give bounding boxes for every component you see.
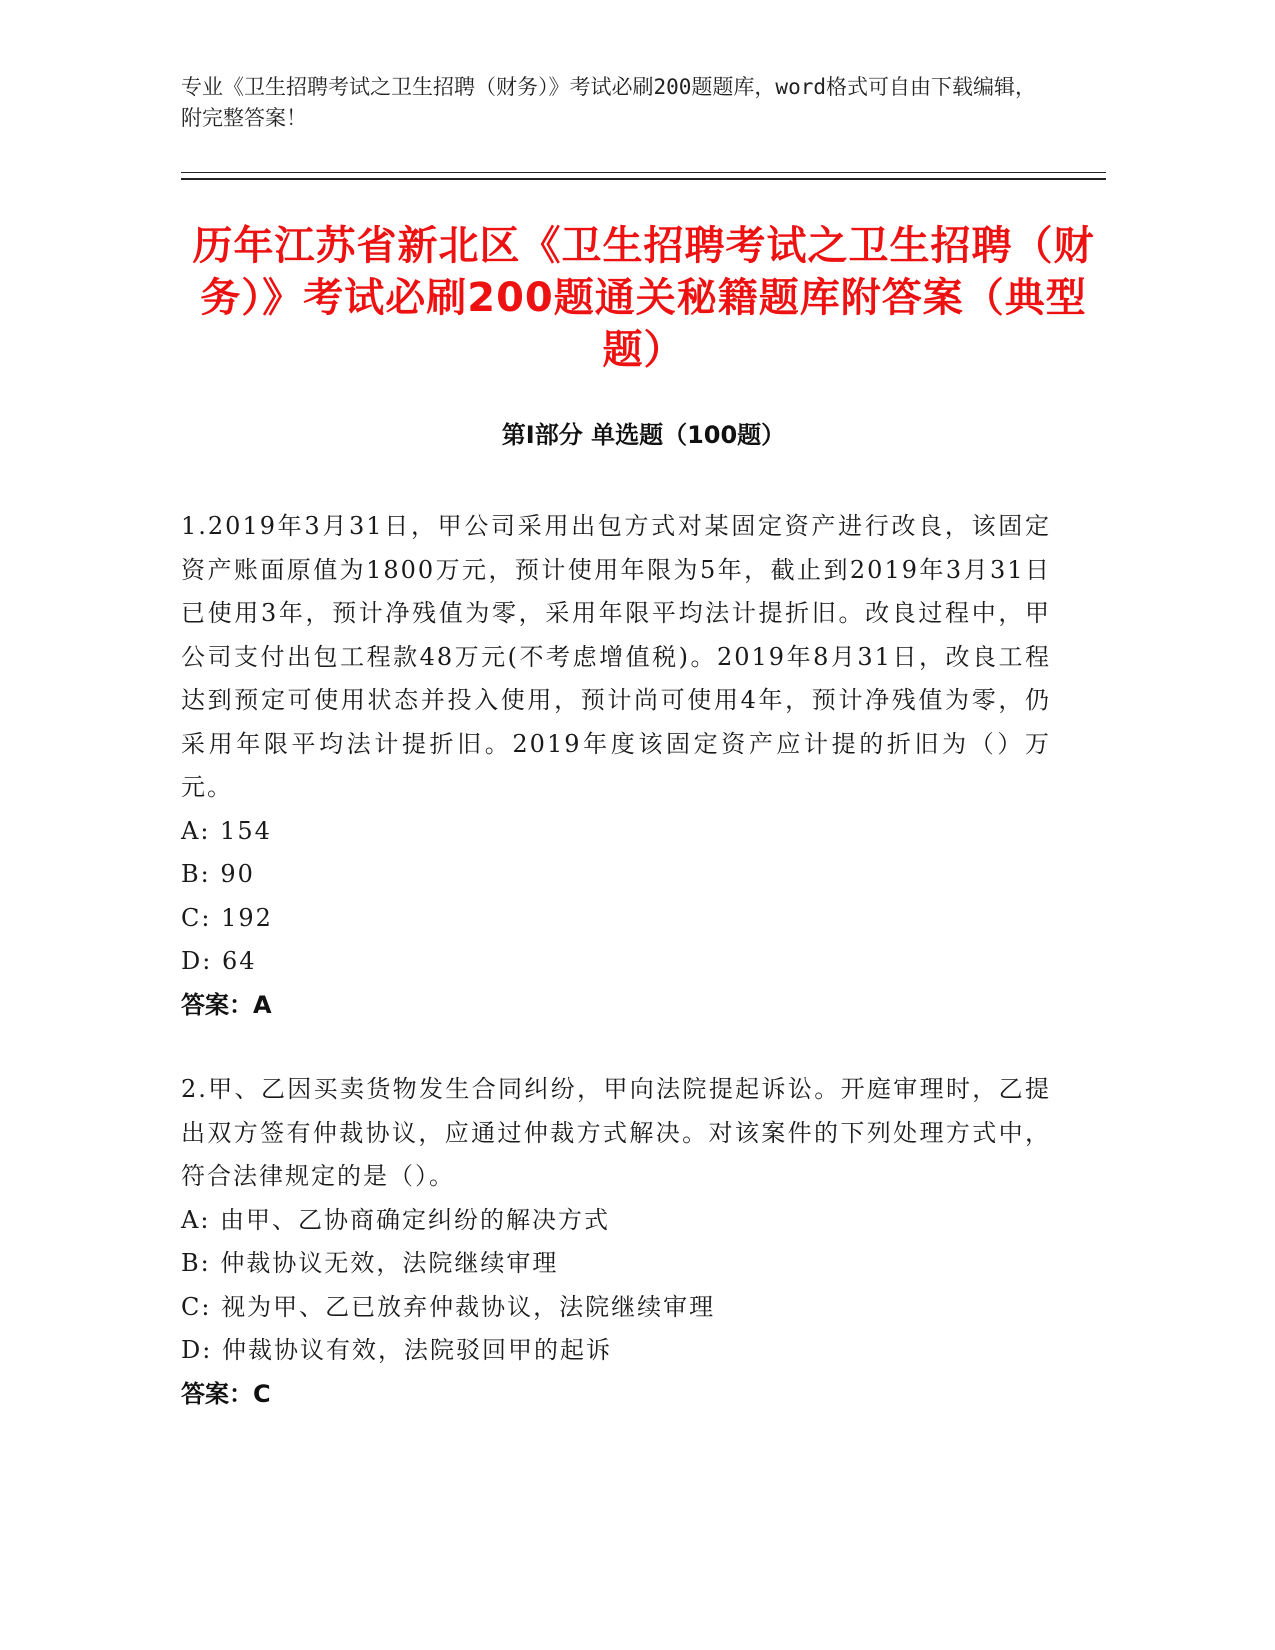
option-a: A: 154 xyxy=(181,816,272,845)
answer: 答案：A xyxy=(181,990,272,1019)
question-2 xyxy=(181,1068,1051,1416)
section-title: 第Ⅰ部分 单选题（100题） xyxy=(501,421,786,449)
question-1 xyxy=(181,505,1051,1027)
header-note: 专业《卫生招聘考试之卫生招聘（财务）》考试必刷200题题库，word格式可自由下载编辑，附完整答案！ xyxy=(181,75,1036,130)
option-a: A: 由甲、乙协商确定纠纷的解决方式 xyxy=(181,1205,611,1234)
header-divider-thick xyxy=(181,178,1106,180)
question-stem: 1.2019年3月31日，甲公司采用出包方式对某固定资产进行改良，该固定资产账面原值为1800万元，预计使用年限为5年，截止到2019年3月31日已使用3年，预计净残值为零，采用年限平均法计提折旧。改良过程中，甲公司支付出包工程款48万元(不考虑增值税)。2019年8月31日，改良工程达到预定可使用状态并投入使用，预计尚可使用4年，预计净残值为零，仍采用年限平均法计提折旧。2019年度该固定资产应计提的折旧为（）万元。 xyxy=(181,512,1051,801)
option-b: B: 仲裁协议无效，法院继续审理 xyxy=(181,1249,559,1277)
document-title: 历年江苏省新北区《卫生招聘考试之卫生招聘（财务）》考试必刷200题通关秘籍题库附答案（典型题） xyxy=(192,223,1095,373)
option-d: D: 64 xyxy=(181,947,257,975)
option-d: D: 仲裁协议有效，法院驳回甲的起诉 xyxy=(181,1336,612,1364)
option-b: B: 90 xyxy=(181,860,255,888)
question-stem: 2.甲、乙因买卖货物发生合同纠纷，甲向法院提起诉讼。开庭审理时，乙提出双方签有仲裁协议，应通过仲裁方式解决。对该案件的下列处理方式中，符合法律规定的是（）。 xyxy=(181,1075,1051,1190)
option-c: C: 192 xyxy=(181,903,273,932)
answer: 答案：C xyxy=(181,1379,271,1408)
option-c: C: 视为甲、乙已放弃仲裁协议，法院继续审理 xyxy=(181,1292,716,1321)
header-divider-thin xyxy=(181,172,1106,173)
